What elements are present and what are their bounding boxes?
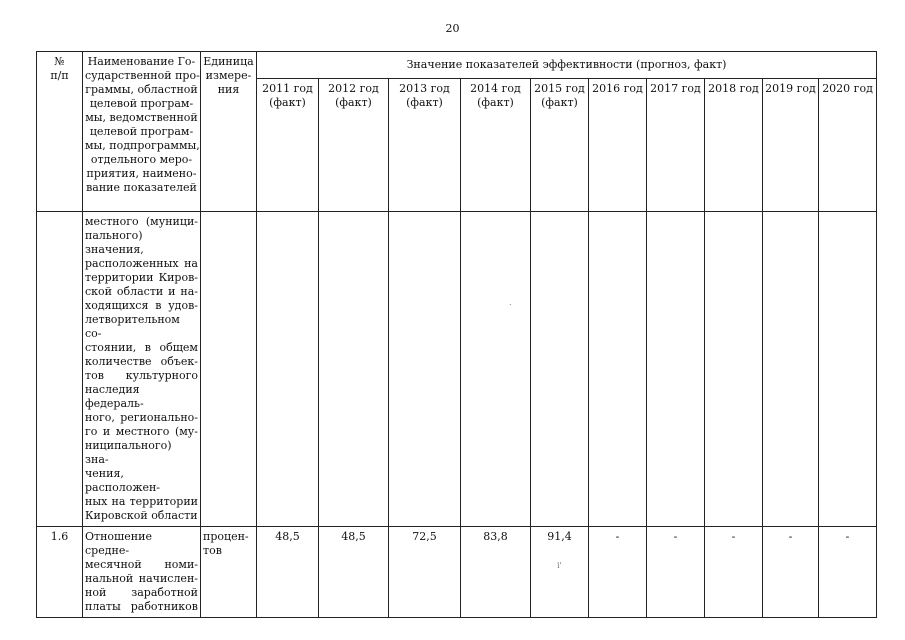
year-label: 2018 год xyxy=(708,82,759,95)
value-2017: - xyxy=(647,527,705,618)
header-year-2013 xyxy=(389,79,461,212)
name-line: ного, регионально- xyxy=(85,411,198,424)
year-status: (факт) xyxy=(335,96,372,109)
name-line: Отношение средне- xyxy=(85,530,152,557)
cell-empty xyxy=(763,212,819,527)
header-year-2020 xyxy=(819,79,877,212)
value-2015 xyxy=(531,527,589,618)
header-name-line: мы, ведомственной xyxy=(85,111,198,124)
year-label: 2016 год xyxy=(592,82,643,95)
name-line: ниципального) зна- xyxy=(85,439,172,466)
header-name-line: граммы, областной xyxy=(85,83,198,96)
cell-empty xyxy=(319,212,389,527)
name-line: расположенных на xyxy=(85,257,198,270)
name-line: ходящихся в удов- xyxy=(85,299,198,312)
header-unit xyxy=(201,52,257,212)
name-line: территории Киров- xyxy=(85,271,198,284)
year-status: (факт) xyxy=(541,96,578,109)
header-name-line: отдельного меро- xyxy=(90,153,193,166)
table-row xyxy=(37,212,877,527)
year-label: 2013 год xyxy=(399,82,450,95)
header-name-line: мы, подпрограммы, xyxy=(85,139,200,152)
year-label: 2020 год xyxy=(822,82,873,95)
cell-name-continuation xyxy=(83,212,201,527)
name-line: стоянии, в общем xyxy=(85,341,198,354)
header-year-2015 xyxy=(531,79,589,212)
scan-speck: i' xyxy=(557,561,562,570)
header-name-line: вание показателей xyxy=(86,181,197,194)
cell-empty xyxy=(647,212,705,527)
value-2016: - xyxy=(589,527,647,618)
cell-unit xyxy=(201,527,257,618)
cell-empty xyxy=(257,212,319,527)
header-year-2011 xyxy=(257,79,319,212)
header-year-2014 xyxy=(461,79,531,212)
header-unit-line: ния xyxy=(217,83,240,96)
header-name-line: целевой програм- xyxy=(89,97,194,110)
name-line: ных на территории xyxy=(85,495,198,508)
scan-speck: . xyxy=(509,298,512,307)
header-year-2019 xyxy=(763,79,819,212)
value-2019: - xyxy=(763,527,819,618)
cell-empty xyxy=(819,212,877,527)
header-year-2017 xyxy=(647,79,705,212)
name-line: чения, расположен- xyxy=(85,467,161,494)
cell-number-empty xyxy=(37,212,83,527)
cell-empty xyxy=(389,212,461,527)
value-2020: - xyxy=(819,527,877,618)
name-line: Кировской области xyxy=(85,509,198,522)
name-line: ской области и на- xyxy=(85,285,198,298)
header-number-line: п/п xyxy=(50,69,69,82)
name-line: нальной начислен- xyxy=(85,572,198,585)
header-year-2018 xyxy=(705,79,763,212)
year-status: (факт) xyxy=(406,96,443,109)
unit-line: процен- xyxy=(203,530,249,543)
header-name-line: приятия, наимено- xyxy=(86,167,197,180)
table-row xyxy=(37,527,877,618)
value-2013: 72,5 xyxy=(389,527,461,618)
header-unit-line: Единица xyxy=(203,55,254,68)
header-number-line: № xyxy=(54,55,65,68)
name-line: местного (муници- xyxy=(85,215,198,228)
value-2015-text: 91,4 xyxy=(547,530,572,543)
header-name-line: Наименование Го- xyxy=(87,55,196,68)
year-label: 2015 год xyxy=(534,82,585,95)
cell-empty xyxy=(461,212,531,527)
name-line: го и местного (му- xyxy=(85,425,198,438)
header-unit-line: измере- xyxy=(205,69,252,82)
header-name-line: сударственной про- xyxy=(85,69,200,82)
cell-empty xyxy=(531,212,589,527)
name-line: месячной номи- xyxy=(85,558,198,571)
page-number: 20 xyxy=(445,22,460,35)
year-label: 2011 год xyxy=(262,82,313,95)
name-line: пального) значения, xyxy=(85,229,144,256)
name-line: летворительном со- xyxy=(85,313,180,340)
year-label: 2012 год xyxy=(328,82,379,95)
name-line: тов культурного xyxy=(85,369,198,382)
value-2011: 48,5 xyxy=(257,527,319,618)
cell-empty xyxy=(589,212,647,527)
header-values-group: Значение показателей эффективности (прогноз, факт) xyxy=(257,52,877,79)
row-number: 1.6 xyxy=(37,527,83,618)
year-status: (факт) xyxy=(269,96,306,109)
value-2014: 83,8 xyxy=(461,527,531,618)
year-label: 2014 год xyxy=(470,82,521,95)
year-label: 2017 год xyxy=(650,82,701,95)
unit-line: тов xyxy=(203,544,222,557)
value-2018: - xyxy=(705,527,763,618)
name-line: платы работников xyxy=(85,600,198,613)
header-name xyxy=(83,52,201,212)
header-number xyxy=(37,52,83,212)
header-name-line: целевой програм- xyxy=(89,125,194,138)
cell-empty xyxy=(201,212,257,527)
cell-name xyxy=(83,527,201,618)
indicator-table xyxy=(36,51,877,618)
header-year-2012 xyxy=(319,79,389,212)
name-line: наследия федераль- xyxy=(85,383,144,410)
header-year-2016 xyxy=(589,79,647,212)
value-2012: 48,5 xyxy=(319,527,389,618)
name-line: ной заработной xyxy=(85,586,198,599)
cell-empty xyxy=(705,212,763,527)
year-status: (факт) xyxy=(477,96,514,109)
name-line: количестве объек- xyxy=(85,355,198,368)
year-label: 2019 год xyxy=(765,82,816,95)
